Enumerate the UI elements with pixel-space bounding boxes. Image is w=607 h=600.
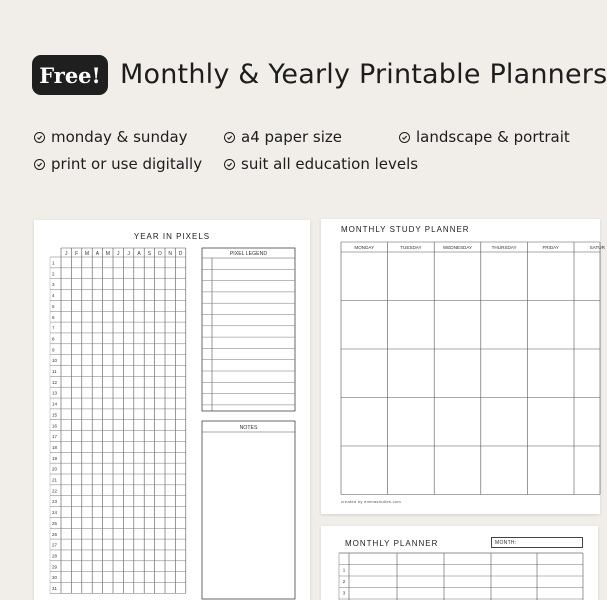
planner-day-number: 1 — [342, 567, 346, 573]
month-header: J — [64, 251, 68, 257]
day-number: 7 — [52, 325, 55, 331]
day-number: 22 — [52, 488, 58, 494]
check-circle-icon — [399, 132, 410, 143]
monthly-planner-grid — [321, 526, 598, 600]
check-circle-icon — [224, 159, 235, 170]
month-header: J — [127, 251, 130, 257]
pixel-legend-title: PIXEL LEGEND — [229, 251, 268, 257]
day-number: 13 — [52, 390, 58, 396]
day-number: 20 — [52, 466, 58, 472]
month-header: M — [105, 251, 110, 257]
day-number: 15 — [52, 412, 58, 418]
monthly-planner-sheet — [321, 526, 598, 600]
monthly-study-planner-title: MONTHLY STUDY PLANNER — [341, 225, 470, 234]
day-number: 17 — [52, 434, 58, 440]
check-circle-icon — [34, 132, 45, 143]
day-number: 25 — [52, 520, 58, 526]
month-header: A — [95, 251, 100, 257]
feature-label: landscape & portrait — [416, 128, 570, 146]
free-badge: Free! — [32, 55, 108, 95]
month-header: O — [157, 251, 162, 257]
day-number: 26 — [52, 531, 58, 537]
planner-day-number: 3 — [342, 590, 346, 596]
day-number: 10 — [52, 358, 58, 364]
feature-print-digital — [34, 155, 202, 173]
year-in-pixels-title: YEAR IN PIXELS — [133, 232, 211, 241]
weekday-header: MONDAY — [354, 245, 375, 250]
month-header: D — [178, 251, 183, 257]
feature-label: suit all education levels — [241, 155, 419, 173]
day-number: 6 — [52, 314, 55, 320]
day-number: 8 — [52, 336, 55, 342]
page-title: Monthly & Yearly Printable Planners — [120, 59, 607, 90]
day-number: 3 — [52, 282, 55, 288]
pixel-legend-box — [202, 248, 295, 411]
feature-education-levels — [224, 155, 418, 173]
day-number: 31 — [52, 586, 58, 591]
weekday-header: WEDNESDAY — [442, 245, 473, 250]
study-footer: created by emmastudies.com — [341, 499, 402, 504]
month-header: M — [84, 251, 90, 257]
month-header: N — [168, 251, 173, 257]
day-number: 11 — [52, 369, 57, 374]
day-number: 1 — [52, 260, 55, 266]
day-number: 5 — [52, 303, 55, 309]
monthly-study-grid — [321, 219, 605, 514]
day-number: 16 — [52, 423, 58, 429]
day-number: 27 — [52, 542, 58, 548]
check-circle-icon — [34, 159, 45, 170]
check-circle-icon — [224, 132, 235, 143]
day-number: 2 — [52, 271, 55, 277]
feature-label: a4 paper size — [241, 128, 342, 146]
month-header: F — [75, 251, 79, 257]
day-number: 24 — [52, 510, 58, 516]
weekday-header: SATUR — [589, 245, 605, 250]
day-number: 23 — [52, 499, 58, 505]
weekday-header: TUESDAY — [400, 245, 422, 250]
feature-a4-paper — [224, 128, 342, 146]
planner-day-number: 2 — [342, 579, 346, 584]
feature-label: print or use digitally — [51, 155, 203, 173]
day-number: 28 — [52, 553, 58, 559]
day-number: 19 — [52, 455, 58, 461]
monthly-planner-title: MONTHLY PLANNER — [345, 539, 439, 548]
month-field-label: MONTH: — [495, 540, 517, 546]
weekday-header: THURSDAY — [491, 245, 517, 250]
day-number: 21 — [52, 477, 58, 483]
weekday-header: FRIDAY — [542, 245, 559, 250]
day-number: 18 — [52, 444, 58, 450]
day-number: 4 — [52, 293, 55, 299]
day-number: 29 — [52, 564, 58, 570]
day-number: 30 — [52, 575, 58, 581]
notes-box — [202, 421, 295, 599]
day-number: 14 — [52, 401, 58, 407]
month-header: S — [147, 251, 152, 257]
day-number: 9 — [52, 347, 55, 353]
feature-label: monday & sunday — [51, 128, 188, 146]
monthly-study-planner-sheet — [321, 219, 605, 514]
day-number: 12 — [52, 379, 58, 385]
month-header: A — [137, 251, 141, 257]
feature-landscape-portrait — [399, 128, 570, 146]
notes-title: NOTES — [239, 425, 258, 431]
feature-monday-sunday — [34, 128, 188, 146]
year-in-pixels-sheet — [34, 220, 310, 600]
year-in-pixels-grid — [34, 220, 310, 600]
month-header: J — [116, 251, 120, 257]
